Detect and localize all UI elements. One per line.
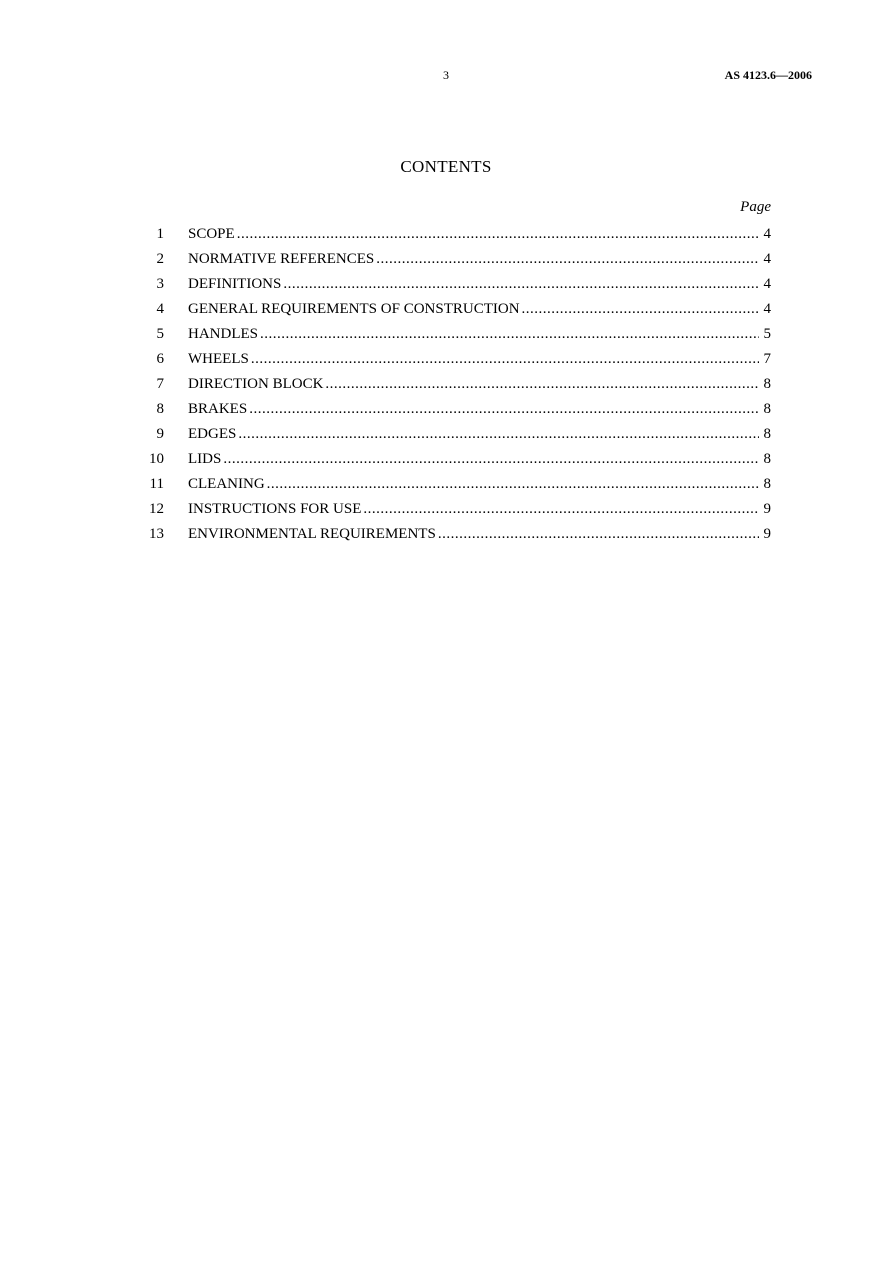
toc-entry-label: BRAKES (188, 401, 248, 417)
toc-leader-dots (267, 472, 759, 497)
toc-entry-direction-block[interactable] (140, 372, 771, 397)
toc-entry-label: HANDLES (188, 326, 258, 342)
toc-entry-lids[interactable] (140, 447, 771, 472)
toc-entry-page: 9 (763, 526, 771, 542)
toc-leader-dots (260, 322, 759, 347)
toc-entry-page: 4 (763, 301, 771, 317)
toc-entry-label: LIDS (188, 451, 222, 467)
toc-entry-brakes[interactable] (140, 397, 771, 422)
toc-entry-normative-references[interactable] (140, 247, 771, 272)
toc-entry-number: 2 (156, 251, 164, 267)
toc-entry-number: 5 (156, 326, 164, 342)
toc-entry-number: 10 (149, 451, 164, 467)
page-number: 3 (443, 68, 449, 82)
toc-leader-dots (238, 422, 759, 447)
toc-leader-dots (522, 297, 759, 322)
toc-entry-label: EDGES (188, 426, 237, 442)
toc-entry-page: 5 (763, 326, 771, 342)
toc-leader-dots (438, 522, 759, 547)
toc-entry-page: 4 (763, 226, 771, 242)
toc-entry-page: 7 (763, 351, 771, 367)
toc-leader-dots (325, 372, 759, 397)
toc-entry-wheels[interactable] (140, 347, 771, 372)
toc-entry-environmental-requirements[interactable] (140, 522, 771, 547)
toc-entry-handles[interactable] (140, 322, 771, 347)
toc-entry-page: 9 (763, 501, 771, 517)
toc-entry-number: 13 (149, 526, 164, 542)
page-column-label: Page (740, 199, 771, 215)
toc-leader-dots (237, 222, 759, 247)
toc-entry-number: 6 (156, 351, 164, 367)
toc-leader-dots (251, 347, 759, 372)
toc-entry-page: 4 (763, 251, 771, 267)
toc-entry-definitions[interactable] (140, 272, 771, 297)
toc-entry-label: DIRECTION BLOCK (188, 376, 324, 392)
toc-leader-dots (249, 397, 759, 422)
toc-entry-general-requirements[interactable] (140, 297, 771, 322)
toc-entry-label: CLEANING (188, 476, 265, 492)
toc-entry-instructions-for-use[interactable] (140, 497, 771, 522)
contents-title: CONTENTS (400, 157, 492, 176)
toc-entry-number: 3 (156, 276, 164, 292)
document-code: AS 4123.6—2006 (724, 68, 812, 82)
toc-entry-number: 12 (149, 501, 164, 517)
toc-entry-page: 8 (763, 426, 771, 442)
toc-entry-number: 9 (156, 426, 164, 442)
toc-entry-label: GENERAL REQUIREMENTS OF CONSTRUCTION (188, 301, 520, 317)
toc-entry-label: WHEELS (188, 351, 249, 367)
toc-entry-page: 8 (763, 451, 771, 467)
toc-entry-page: 8 (763, 401, 771, 417)
toc-entry-page: 8 (763, 476, 771, 492)
toc-entry-page: 8 (763, 376, 771, 392)
toc-entry-label: ENVIRONMENTAL REQUIREMENTS (188, 526, 436, 542)
toc-entry-label: INSTRUCTIONS FOR USE (188, 501, 362, 517)
toc-entry-label: DEFINITIONS (188, 276, 282, 292)
toc-entry-label: NORMATIVE REFERENCES (188, 251, 375, 267)
toc-leader-dots (283, 272, 759, 297)
toc-entry-number: 11 (149, 476, 164, 492)
toc-leader-dots (363, 497, 759, 522)
toc-entry-number: 7 (156, 376, 164, 392)
toc-entry-number: 8 (156, 401, 164, 417)
toc-entry-number: 4 (156, 301, 164, 317)
toc-entry-number: 1 (156, 226, 164, 242)
toc-entry-edges[interactable] (140, 422, 771, 447)
toc-leader-dots (376, 247, 759, 272)
toc-entry-scope[interactable] (140, 222, 771, 247)
toc-entry-label: SCOPE (188, 226, 235, 242)
toc-leader-dots (223, 447, 759, 472)
table-of-contents (140, 222, 771, 547)
toc-entry-page: 4 (763, 276, 771, 292)
toc-entry-cleaning[interactable] (140, 472, 771, 497)
